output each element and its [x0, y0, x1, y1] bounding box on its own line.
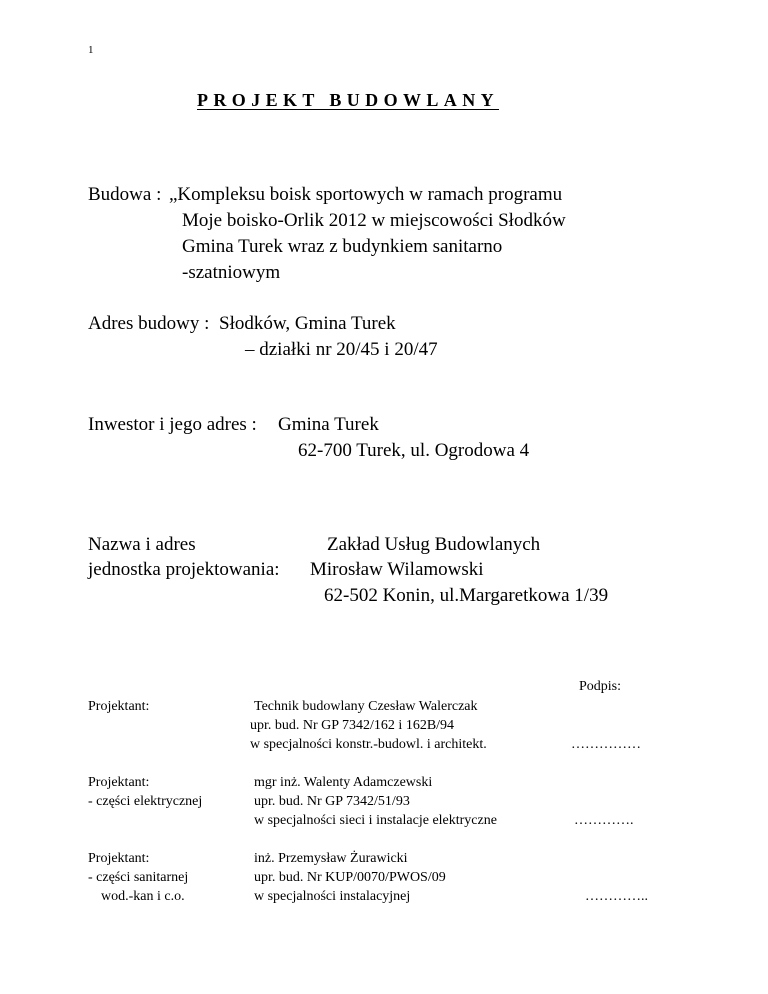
designer-3-role-1: Projektant: — [88, 851, 150, 866]
inwestor-label: Inwestor i jego adres : — [88, 414, 262, 435]
jednostka-line-3: 62-502 Konin, ul.Margaretkowa 1/39 — [324, 585, 609, 606]
designer-1-info-3: w specjalności konstr.-budowl. i architekt. — [250, 737, 487, 752]
inwestor-line-1: Gmina Turek — [278, 414, 379, 435]
document-title: PROJEKT BUDOWLANY — [197, 90, 499, 110]
designer-3-info-1: inż. Przemysław Żurawicki — [254, 851, 408, 866]
inwestor-line-2: 62-700 Turek, ul. Ogrodowa 4 — [298, 440, 530, 461]
budowa-line-3: Gmina Turek wraz z budynkiem sanitarno — [182, 236, 503, 257]
signature-header: Podpis: — [579, 679, 622, 694]
designer-3-role-2: - części sanitarnej — [88, 870, 189, 885]
designer-1-signature-dots: …………… — [571, 737, 641, 752]
designer-1-role-1: Projektant: — [88, 699, 150, 714]
designer-2-signature-dots: …………. — [574, 813, 634, 828]
designer-3-info-2: upr. bud. Nr KUP/0070/PWOS/09 — [254, 870, 446, 885]
designer-2-info-1: mgr inż. Walenty Adamczewski — [254, 775, 433, 790]
designer-2-role-2: - części elektrycznej — [88, 794, 203, 809]
designer-3-signature-dots: ………….. — [585, 889, 648, 904]
designer-2-info-2: upr. bud. Nr GP 7342/51/93 — [254, 794, 410, 809]
designer-3-role-3: wod.-kan i c.o. — [101, 889, 185, 904]
jednostka-label-1: Nazwa i adres — [88, 534, 196, 555]
jednostka-label-2: jednostka projektowania: — [88, 559, 280, 580]
designer-2-role-1: Projektant: — [88, 775, 150, 790]
adres-label: Adres budowy : — [88, 313, 215, 334]
jednostka-line-2: Mirosław Wilamowski — [310, 559, 484, 580]
designer-3-info-3: w specjalności instalacyjnej — [254, 889, 411, 904]
designer-1-info-1: Technik budowlany Czesław Walerczak — [254, 699, 478, 714]
budowa-line-2: Moje boisko-Orlik 2012 w miejscowości Słodków — [182, 210, 566, 231]
budowa-line-1: „Kompleksu boisk sportowych w ramach programu — [169, 184, 563, 205]
page-number: 1 — [88, 44, 94, 56]
budowa-label: Budowa : — [88, 184, 167, 205]
jednostka-line-1: Zakład Usług Budowlanych — [327, 534, 541, 555]
designer-1-info-2: upr. bud. Nr GP 7342/162 i 162B/94 — [250, 718, 455, 733]
adres-line-2: – działki nr 20/45 i 20/47 — [245, 339, 438, 360]
adres-line-1: Słodków, Gmina Turek — [219, 313, 396, 334]
designer-2-info-3: w specjalności sieci i instalacje elektryczne — [254, 813, 497, 828]
budowa-line-4: -szatniowym — [182, 262, 281, 283]
